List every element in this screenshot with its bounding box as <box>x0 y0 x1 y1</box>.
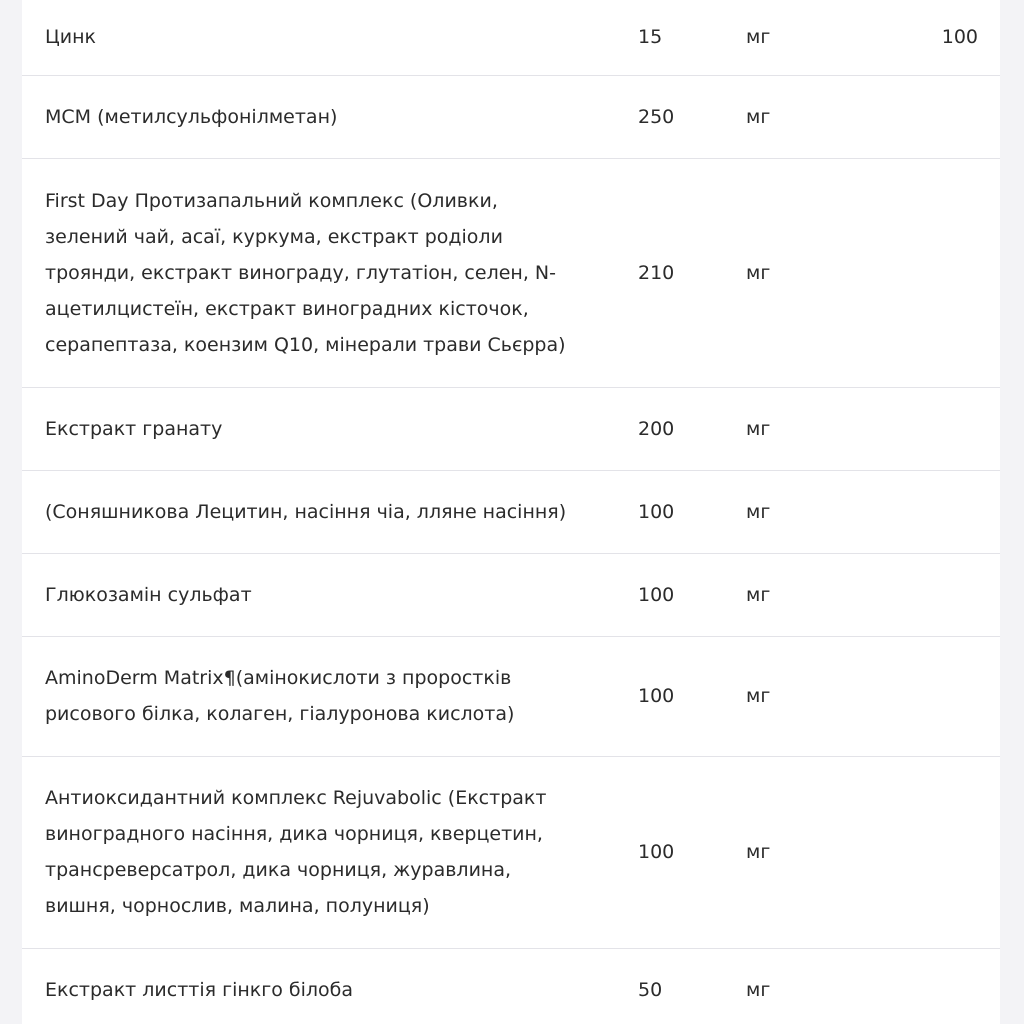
ingredient-amount: 210 <box>638 158 746 387</box>
nutrients-table <box>22 0 1000 1024</box>
ingredient-name: Цинк <box>45 26 96 49</box>
table-row <box>22 553 1000 636</box>
ingredient-daily-value <box>896 470 1000 553</box>
table-row <box>22 387 1000 470</box>
ingredient-amount: 15 <box>638 0 746 75</box>
ingredient-amount: 200 <box>638 387 746 470</box>
ingredient-amount: 100 <box>638 553 746 636</box>
ingredient-amount: 250 <box>638 75 746 158</box>
table-row <box>22 636 1000 756</box>
ingredient-unit: мг <box>746 636 896 756</box>
ingredient-amount: 100 <box>638 756 746 948</box>
ingredient-unit: мг <box>746 470 896 553</box>
ingredient-name: Антиоксидантний комплекс Rejuvabolic (Екстракт виноградного насіння, дика чорниця, кверцетин, трансреверсатрол, дика чорниця, журавлина, вишня, чорнослив, малина, полуниця) <box>45 787 547 917</box>
ingredient-unit: мг <box>746 756 896 948</box>
supplement-facts-panel <box>22 0 1000 1024</box>
ingredient-amount: 100 <box>638 470 746 553</box>
ingredient-unit: мг <box>746 75 896 158</box>
table-row <box>22 948 1000 1024</box>
ingredient-daily-value <box>896 75 1000 158</box>
ingredient-amount: 50 <box>638 948 746 1024</box>
ingredient-amount: 100 <box>638 636 746 756</box>
ingredient-unit: мг <box>746 0 896 75</box>
ingredient-name: Екстракт листтія гінкго білоба <box>45 978 354 1001</box>
ingredient-daily-value <box>896 158 1000 387</box>
ingredient-name: AminoDerm Matrix¶(амінокислоти з проростків рисового білка, колаген, гіалуронова кислота) <box>45 667 515 725</box>
ingredient-daily-value: 100 <box>896 0 1000 75</box>
ingredient-unit: мг <box>746 948 896 1024</box>
ingredient-name: (Соняшникова Лецитин, насіння чіа, лляне насіння) <box>45 500 567 523</box>
table-row <box>22 158 1000 387</box>
ingredient-daily-value <box>896 387 1000 470</box>
ingredient-daily-value <box>896 948 1000 1024</box>
table-row <box>22 470 1000 553</box>
ingredient-unit: мг <box>746 387 896 470</box>
ingredient-unit: мг <box>746 158 896 387</box>
table-row <box>22 0 1000 75</box>
ingredient-name: First Day Протизапальний комплекс (Оливки, зелений чай, асаї, куркума, екстракт родіоли троянди, екстракт винограду, глутатіон, селен, N-ацетилцистеїн, екстракт виноградних кісточок, серапептаза, коензим Q10, мінерали трави Сьєрра) <box>45 189 566 356</box>
ingredient-unit: мг <box>746 553 896 636</box>
ingredient-name: МСМ (метилсульфонілметан) <box>45 105 338 128</box>
ingredient-name: Глюкозамін сульфат <box>45 583 252 606</box>
ingredient-name: Екстракт гранату <box>45 417 223 440</box>
ingredient-daily-value <box>896 636 1000 756</box>
table-row <box>22 756 1000 948</box>
ingredient-daily-value <box>896 553 1000 636</box>
ingredient-daily-value <box>896 756 1000 948</box>
table-row <box>22 75 1000 158</box>
